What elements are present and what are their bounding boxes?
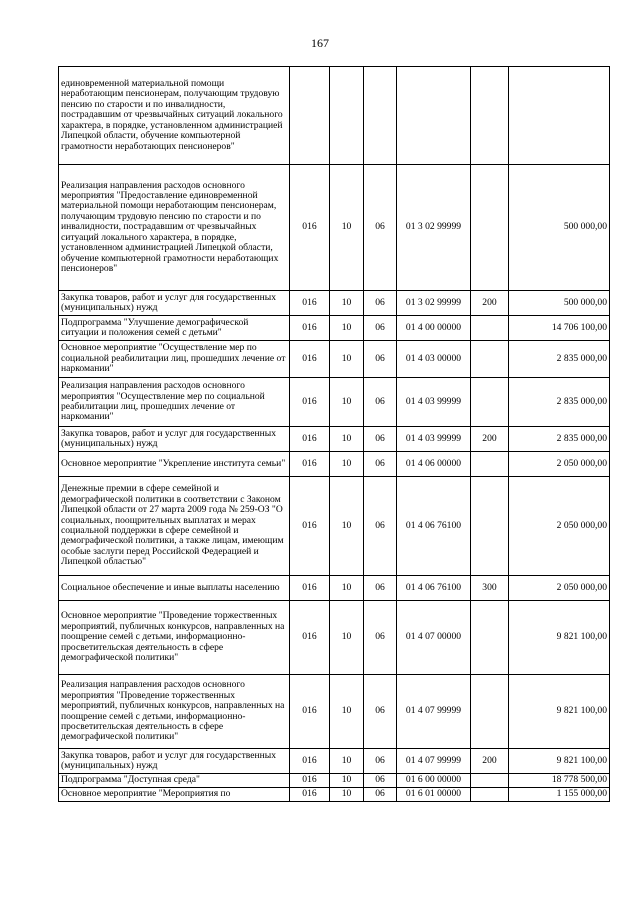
row-target-article: 01 4 03 99999 bbox=[397, 427, 471, 452]
row-section: 10 bbox=[330, 601, 364, 675]
row-grbs: 016 bbox=[290, 316, 330, 341]
table-row bbox=[59, 788, 610, 802]
table-row bbox=[59, 67, 610, 165]
row-name: Основное мероприятие "Мероприятия по bbox=[59, 788, 290, 802]
row-target-article: 01 4 07 99999 bbox=[397, 749, 471, 774]
row-target-article: 01 3 02 99999 bbox=[397, 165, 471, 291]
row-expense-type bbox=[471, 67, 509, 165]
row-section: 10 bbox=[330, 788, 364, 802]
row-grbs: 016 bbox=[290, 774, 330, 788]
row-name: Основное мероприятие "Осуществление мер по социальной реабилитации лиц, прошедших лечение от наркомании" bbox=[59, 341, 290, 378]
row-section: 10 bbox=[330, 378, 364, 427]
row-subsection: 06 bbox=[364, 601, 397, 675]
row-expense-type: 300 bbox=[471, 576, 509, 601]
row-amount: 2 050 000,00 bbox=[509, 452, 610, 477]
row-section: 10 bbox=[330, 452, 364, 477]
table-row bbox=[59, 316, 610, 341]
row-name: единовременной материальной помощи неработающим пенсионерам, получающим трудовую пенсию по старости и по инвалидности, пострадавшим от чрезвычайных ситуаций локального характера, в порядке, установленном администрацией Липецкой области, обучение компьютерной грамотности неработающих пенсионеров" bbox=[59, 67, 290, 165]
row-grbs bbox=[290, 67, 330, 165]
row-name: Подпрограмма "Доступная среда" bbox=[59, 774, 290, 788]
row-amount: 1 155 000,00 bbox=[509, 788, 610, 802]
row-expense-type bbox=[471, 452, 509, 477]
row-grbs: 016 bbox=[290, 576, 330, 601]
row-name: Реализация направления расходов основного мероприятия "Осуществление мер по социальной реабилитации лиц, прошедших лечение от наркомании" bbox=[59, 378, 290, 427]
row-amount: 9 821 100,00 bbox=[509, 675, 610, 749]
row-name: Реализация направления расходов основного мероприятия "Предоставление единовременной материальной помощи неработающим пенсионерам, получающим трудовую пенсию по старости и по инвалидности, пострадавшим от чрезвычайных ситуаций локального характера, в порядке, установленном администрацией Липецкой области, обучение компьютерной грамотности неработающих пенсионеров" bbox=[59, 165, 290, 291]
row-section: 10 bbox=[330, 749, 364, 774]
table-row bbox=[59, 477, 610, 576]
row-subsection: 06 bbox=[364, 165, 397, 291]
row-expense-type: 200 bbox=[471, 291, 509, 316]
row-amount: 500 000,00 bbox=[509, 165, 610, 291]
row-target-article: 01 4 07 99999 bbox=[397, 675, 471, 749]
table-row bbox=[59, 675, 610, 749]
row-section: 10 bbox=[330, 675, 364, 749]
row-expense-type bbox=[471, 774, 509, 788]
table-row bbox=[59, 378, 610, 427]
budget-table bbox=[58, 66, 610, 802]
table-row bbox=[59, 165, 610, 291]
row-amount: 2 835 000,00 bbox=[509, 378, 610, 427]
row-name: Денежные премии в сфере семейной и демографической политики в соответствии с Законом Липецкой области от 27 марта 2009 года № 259-ОЗ "О социальных, поощрительных выплатах и мерах социальной поддержки в сфере семейной и демографической политики, а также лицам, имеющим особые заслуги перед Российской Федерацией и Липецкой областью" bbox=[59, 477, 290, 576]
row-subsection: 06 bbox=[364, 774, 397, 788]
row-grbs: 016 bbox=[290, 341, 330, 378]
row-amount: 9 821 100,00 bbox=[509, 601, 610, 675]
row-target-article: 01 4 07 00000 bbox=[397, 601, 471, 675]
row-name: Закупка товаров, работ и услуг для государственных (муниципальных) нужд bbox=[59, 427, 290, 452]
row-name: Основное мероприятие "Укрепление института семьи" bbox=[59, 452, 290, 477]
row-expense-type bbox=[471, 378, 509, 427]
row-expense-type bbox=[471, 601, 509, 675]
row-amount: 2 835 000,00 bbox=[509, 341, 610, 378]
row-amount: 500 000,00 bbox=[509, 291, 610, 316]
row-name: Закупка товаров, работ и услуг для государственных (муниципальных) нужд bbox=[59, 291, 290, 316]
table-row bbox=[59, 452, 610, 477]
row-amount: 2 050 000,00 bbox=[509, 477, 610, 576]
row-amount: 14 706 100,00 bbox=[509, 316, 610, 341]
row-expense-type bbox=[471, 477, 509, 576]
row-section: 10 bbox=[330, 341, 364, 378]
table-row bbox=[59, 576, 610, 601]
row-subsection: 06 bbox=[364, 477, 397, 576]
row-section: 10 bbox=[330, 291, 364, 316]
row-target-article: 01 4 00 00000 bbox=[397, 316, 471, 341]
row-subsection: 06 bbox=[364, 378, 397, 427]
page-number: 167 bbox=[311, 36, 329, 50]
row-target-article bbox=[397, 67, 471, 165]
row-target-article: 01 4 03 00000 bbox=[397, 341, 471, 378]
row-amount: 18 778 500,00 bbox=[509, 774, 610, 788]
row-target-article: 01 4 06 76100 bbox=[397, 477, 471, 576]
row-subsection: 06 bbox=[364, 427, 397, 452]
row-name: Подпрограмма "Улучшение демографической ситуации и положения семей с детьми" bbox=[59, 316, 290, 341]
table-row bbox=[59, 341, 610, 378]
row-expense-type: 200 bbox=[471, 427, 509, 452]
row-section: 10 bbox=[330, 477, 364, 576]
row-subsection bbox=[364, 67, 397, 165]
row-section: 10 bbox=[330, 427, 364, 452]
row-expense-type bbox=[471, 341, 509, 378]
row-expense-type bbox=[471, 316, 509, 341]
row-name: Социальное обеспечение и иные выплаты населению bbox=[59, 576, 290, 601]
row-target-article: 01 4 06 00000 bbox=[397, 452, 471, 477]
table-row bbox=[59, 774, 610, 788]
row-section: 10 bbox=[330, 165, 364, 291]
row-amount bbox=[509, 67, 610, 165]
row-grbs: 016 bbox=[290, 165, 330, 291]
row-target-article: 01 3 02 99999 bbox=[397, 291, 471, 316]
row-expense-type bbox=[471, 788, 509, 802]
row-name: Закупка товаров, работ и услуг для государственных (муниципальных) нужд bbox=[59, 749, 290, 774]
row-section: 10 bbox=[330, 576, 364, 601]
row-subsection: 06 bbox=[364, 452, 397, 477]
row-grbs: 016 bbox=[290, 452, 330, 477]
table-row bbox=[59, 291, 610, 316]
row-target-article: 01 4 03 99999 bbox=[397, 378, 471, 427]
row-target-article: 01 4 06 76100 bbox=[397, 576, 471, 601]
row-target-article: 01 6 00 00000 bbox=[397, 774, 471, 788]
row-expense-type bbox=[471, 165, 509, 291]
row-grbs: 016 bbox=[290, 749, 330, 774]
table-row bbox=[59, 427, 610, 452]
table-row bbox=[59, 749, 610, 774]
row-section: 10 bbox=[330, 774, 364, 788]
row-amount: 9 821 100,00 bbox=[509, 749, 610, 774]
row-section: 10 bbox=[330, 316, 364, 341]
row-expense-type: 200 bbox=[471, 749, 509, 774]
row-grbs: 016 bbox=[290, 675, 330, 749]
row-grbs: 016 bbox=[290, 477, 330, 576]
row-subsection: 06 bbox=[364, 291, 397, 316]
row-subsection: 06 bbox=[364, 341, 397, 378]
row-target-article: 01 6 01 00000 bbox=[397, 788, 471, 802]
row-grbs: 016 bbox=[290, 291, 330, 316]
row-subsection: 06 bbox=[364, 576, 397, 601]
row-amount: 2 835 000,00 bbox=[509, 427, 610, 452]
row-grbs: 016 bbox=[290, 601, 330, 675]
row-expense-type bbox=[471, 675, 509, 749]
row-subsection: 06 bbox=[364, 675, 397, 749]
row-subsection: 06 bbox=[364, 316, 397, 341]
table-row bbox=[59, 601, 610, 675]
row-grbs: 016 bbox=[290, 427, 330, 452]
row-subsection: 06 bbox=[364, 749, 397, 774]
row-amount: 2 050 000,00 bbox=[509, 576, 610, 601]
row-subsection: 06 bbox=[364, 788, 397, 802]
row-section bbox=[330, 67, 364, 165]
row-grbs: 016 bbox=[290, 378, 330, 427]
row-name: Основное мероприятие "Проведение торжественных мероприятий, публичных конкурсов, направленных на поощрение семей с детьми, информационно-просветительская деятельность в сфере демографической политики" bbox=[59, 601, 290, 675]
row-grbs: 016 bbox=[290, 788, 330, 802]
budget-table-body bbox=[59, 67, 610, 802]
row-name: Реализация направления расходов основного мероприятия "Проведение торжественных мероприятий, публичных конкурсов, направленных на поощрение семей с детьми, информационно-просветительская деятельность в сфере демографической политики" bbox=[59, 675, 290, 749]
